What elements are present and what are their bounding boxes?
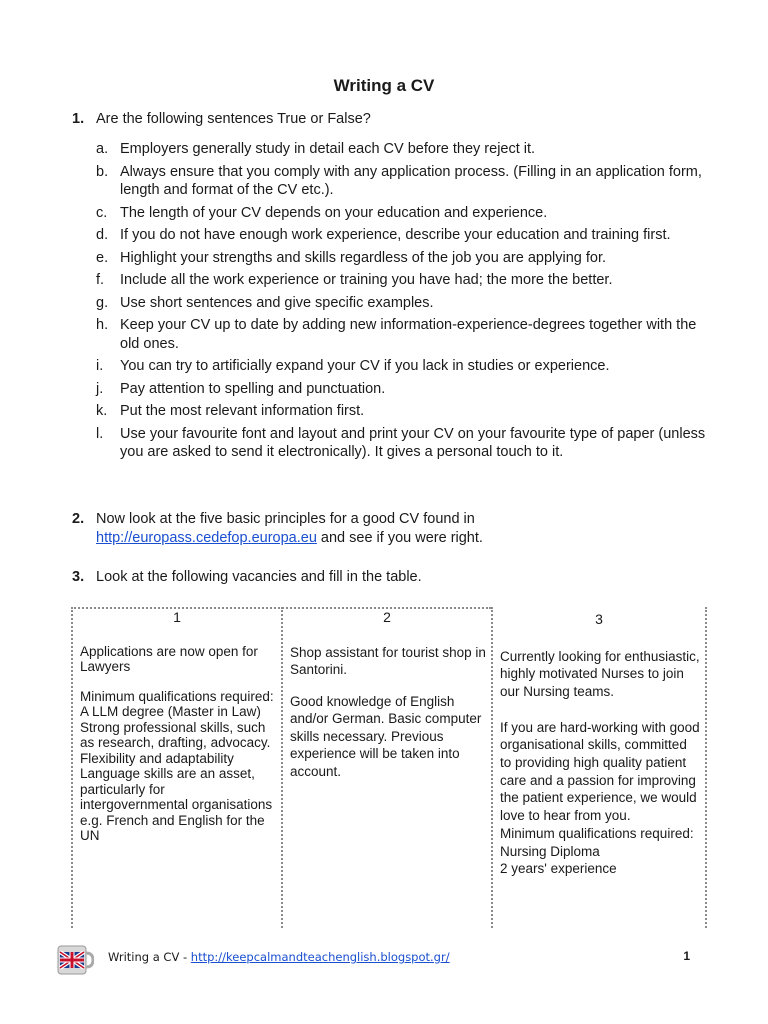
qualifications-heading: Minimum qualifications required: <box>80 688 274 704</box>
europass-link[interactable]: http://europass.cedefop.europa.eu <box>96 530 317 546</box>
list-item: f. Include all the work experience or training you have had; the more the better. <box>96 272 613 288</box>
vacancy-intro: Shop assistant for tourist shop in Santorini. <box>290 644 486 677</box>
page-title: Writing a CV <box>333 76 435 95</box>
qualifications-heading: Minimum qualifications required: <box>500 825 694 841</box>
vacancy-intro: Applications are now open for Lawyers <box>80 643 258 674</box>
question-number: 1. <box>72 111 85 127</box>
question-3 <box>72 568 712 587</box>
true-false-list <box>96 140 706 466</box>
column-header: 3 <box>595 611 603 627</box>
column-header: 1 <box>173 609 181 625</box>
vacancy-description: If you are hard-working with good organisational skills, committed to providing high quality patient care and a passion for improving the patient experience, we would love to hear from you. <box>500 719 700 824</box>
question-text: Are the following sentences True or False? <box>96 111 371 127</box>
vacancy-column-3 <box>493 607 707 928</box>
footer-text <box>108 950 450 964</box>
list-item: a. Employers generally study in detail each CV before they reject it. <box>96 141 536 157</box>
question-text: Look at the following vacancies and fill in the table. <box>96 569 422 585</box>
question-text: Now look at the five basic principles for a good CV found in <box>96 511 475 527</box>
page-number: 1 <box>683 949 690 963</box>
qualification-item: 2 years' experience <box>500 861 617 877</box>
question-1 <box>72 110 712 129</box>
blog-link[interactable]: http://keepcalmandteachenglish.blogspot.gr/ <box>190 950 450 964</box>
list-item: i. You can try to artificially expand your CV if you lack in studies or experience. <box>96 358 610 374</box>
union-jack-mug-icon <box>54 940 94 978</box>
vacancy-column-1 <box>71 607 283 928</box>
footer-label: Writing a CV - <box>108 950 191 964</box>
list-item: c. The length of your CV depends on your education and experience. <box>96 204 548 221</box>
list-item: d. If you do not have enough work experience, describe your education and training first. <box>96 227 671 243</box>
list-item: g. Use short sentences and give specific examples. <box>96 294 434 311</box>
qualification-item: A LLM degree (Master in Law) <box>80 704 261 719</box>
list-item: b. Always ensure that you comply with any application process. (Filling in an application form, length and format of the CV etc.). <box>96 163 702 198</box>
list-item: h. Keep your CV up to date by adding new information-experience-degrees together with the old ones. <box>96 317 697 352</box>
list-item: j. Pay attention to spelling and punctuation. <box>96 380 386 397</box>
vacancies-table <box>71 607 707 928</box>
question-number: 3. <box>72 569 85 585</box>
qualification-item: Language skills are an asset, particularly for intergovernmental organisations e.g. French and English for the UN <box>80 766 273 843</box>
qualification-item: Flexibility and adaptability <box>80 750 234 766</box>
vacancy-intro: Currently looking for enthusiastic, highly motivated Nurses to join our Nursing teams. <box>500 648 700 699</box>
qualification-item: Strong professional skills, such as research, drafting, advocacy. <box>80 719 271 750</box>
vacancy-column-2 <box>283 607 493 928</box>
vacancy-requirements: Good knowledge of English and/or German. Basic computer skills necessary. Previous experience will be taken into account. <box>290 693 482 779</box>
list-item: k. Put the most relevant information first. <box>96 403 365 419</box>
page-footer <box>54 940 694 980</box>
list-item: e. Highlight your strengths and skills regardless of the job you are applying for. <box>96 249 607 266</box>
question-text-tail: and see if you were right. <box>316 530 483 546</box>
question-2 <box>72 510 712 548</box>
qualification-item: Nursing Diploma <box>500 843 600 859</box>
column-header: 2 <box>383 609 391 625</box>
list-item: l. Use your favourite font and layout and print your CV on your favourite type of paper (unless you are asked to send it electronically). It gives a personal touch to it. <box>96 425 706 460</box>
question-number: 2. <box>72 511 85 527</box>
